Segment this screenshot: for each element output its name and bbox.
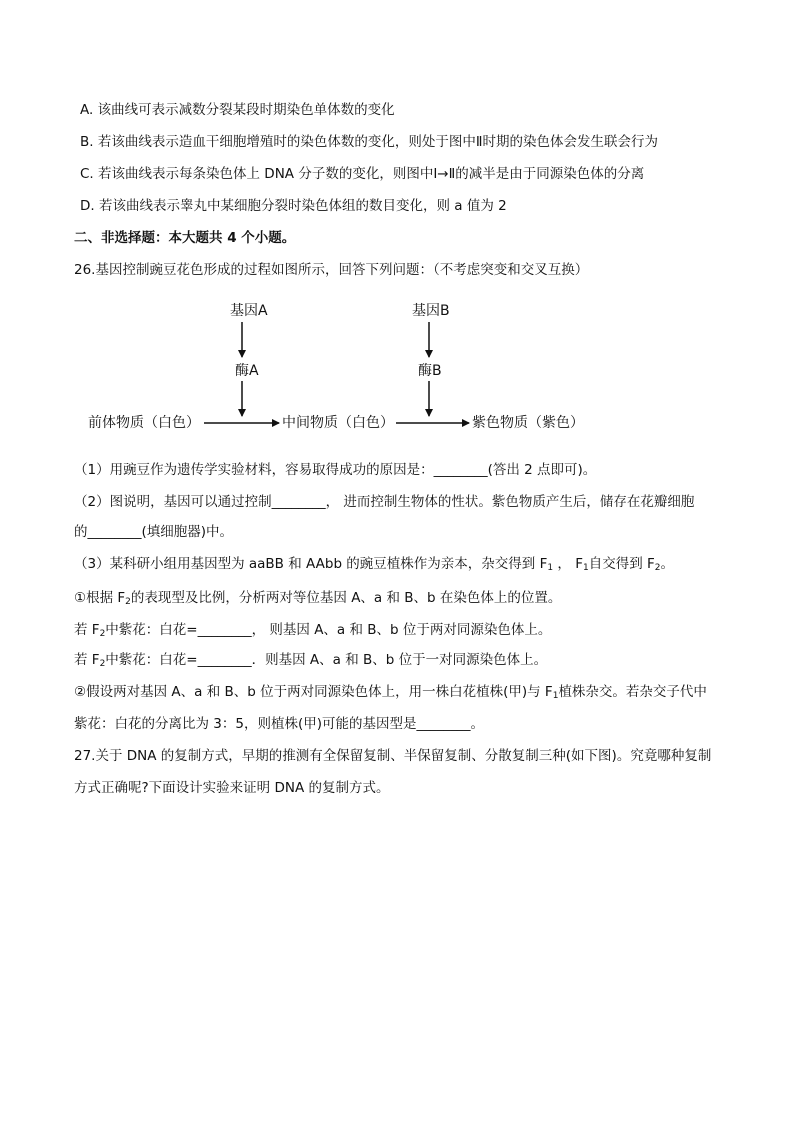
gene-b-label: 基因B [412, 303, 450, 319]
enzyme-a-label: 酶A [235, 363, 259, 379]
gene-a-label: 基因A [230, 303, 268, 319]
q26-part3-if-two-pairs: 若 $F_2$中紫花：白花=________， 则基因 A、a 和 B、b 位于两对同源染色体上。 [74, 622, 552, 639]
q26-part3-q1: ①根据 $F_2$的表现型及比例，分析两对等位基因 A、a 和 B、b 在染色体上的位置。 [74, 590, 562, 607]
section-title: 二、非选择题：本大题共 4 个小题。 [74, 230, 296, 246]
enzyme-b-label: 酶B [418, 363, 442, 379]
option-a: A. 该曲线可表示减数分裂某段时期染色单体数的变化 [80, 102, 395, 118]
purple-substance-label: 紫色物质（紫色） [472, 415, 584, 431]
q26-part3-q2-line1: ②假设两对基因 A、a 和 B、b 位于两对同源染色体上，用一株白花植株(甲)与 $F_1$植株杂交。若杂交子代中 [74, 684, 707, 701]
option-c: C. 若该曲线表示每条染色体上 DNA 分子数的变化，则图中Ⅰ→Ⅱ的减半是由于同源染色体的分离 [80, 166, 645, 182]
precursor-label: 前体物质（白色） [88, 415, 200, 431]
q26-stem: 26.基因控制豌豆花色形成的过程如图所示，回答下列问题：（不考虑突变和交叉互换） [74, 262, 589, 278]
option-b: B. 若该曲线表示造血干细胞增殖时的染色体数的变化，则处于图中Ⅱ时期的染色体会发生联会行为 [80, 134, 658, 150]
q27-line1: 27.关于 DNA 的复制方式，早期的推测有全保留复制、半保留复制、分散复制三种(如下图)。究竟哪种复制 [74, 748, 712, 764]
q26-part3-intro: （3）某科研小组用基因型为 aaBB 和 AAbb 的豌豆植株作为亲本，杂交得到 $F_1$ ， $F_1$自交得到 $F_2$。 [74, 556, 674, 573]
q26-part2-line2: 的________(填细胞器)中。 [74, 524, 234, 540]
q26-part2-line1: （2）图说明，基因可以通过控制________， 进而控制生物体的性状。紫色物质产生后，储存在花瓣细胞 [74, 494, 695, 510]
q27-line2: 方式正确呢?下面设计实验来证明 DNA 的复制方式。 [74, 780, 390, 796]
q26-part1: （1）用豌豆作为遗传学实验材料，容易取得成功的原因是：________(答出 2 点即可)。 [74, 462, 597, 478]
q26-part3-if-one-pair: 若 $F_2$中紫花：白花=________．则基因 A、a 和 B、b 位于一对同源染色体上。 [74, 652, 548, 669]
intermediate-label: 中间物质（白色） [282, 415, 394, 431]
option-d: D. 若该曲线表示睾丸中某细胞分裂时染色体组的数目变化，则 a 值为 2 [80, 198, 507, 214]
q26-part3-q2-line2: 紫花：白花的分离比为 3：5，则植株(甲)可能的基因型是________。 [74, 716, 485, 732]
